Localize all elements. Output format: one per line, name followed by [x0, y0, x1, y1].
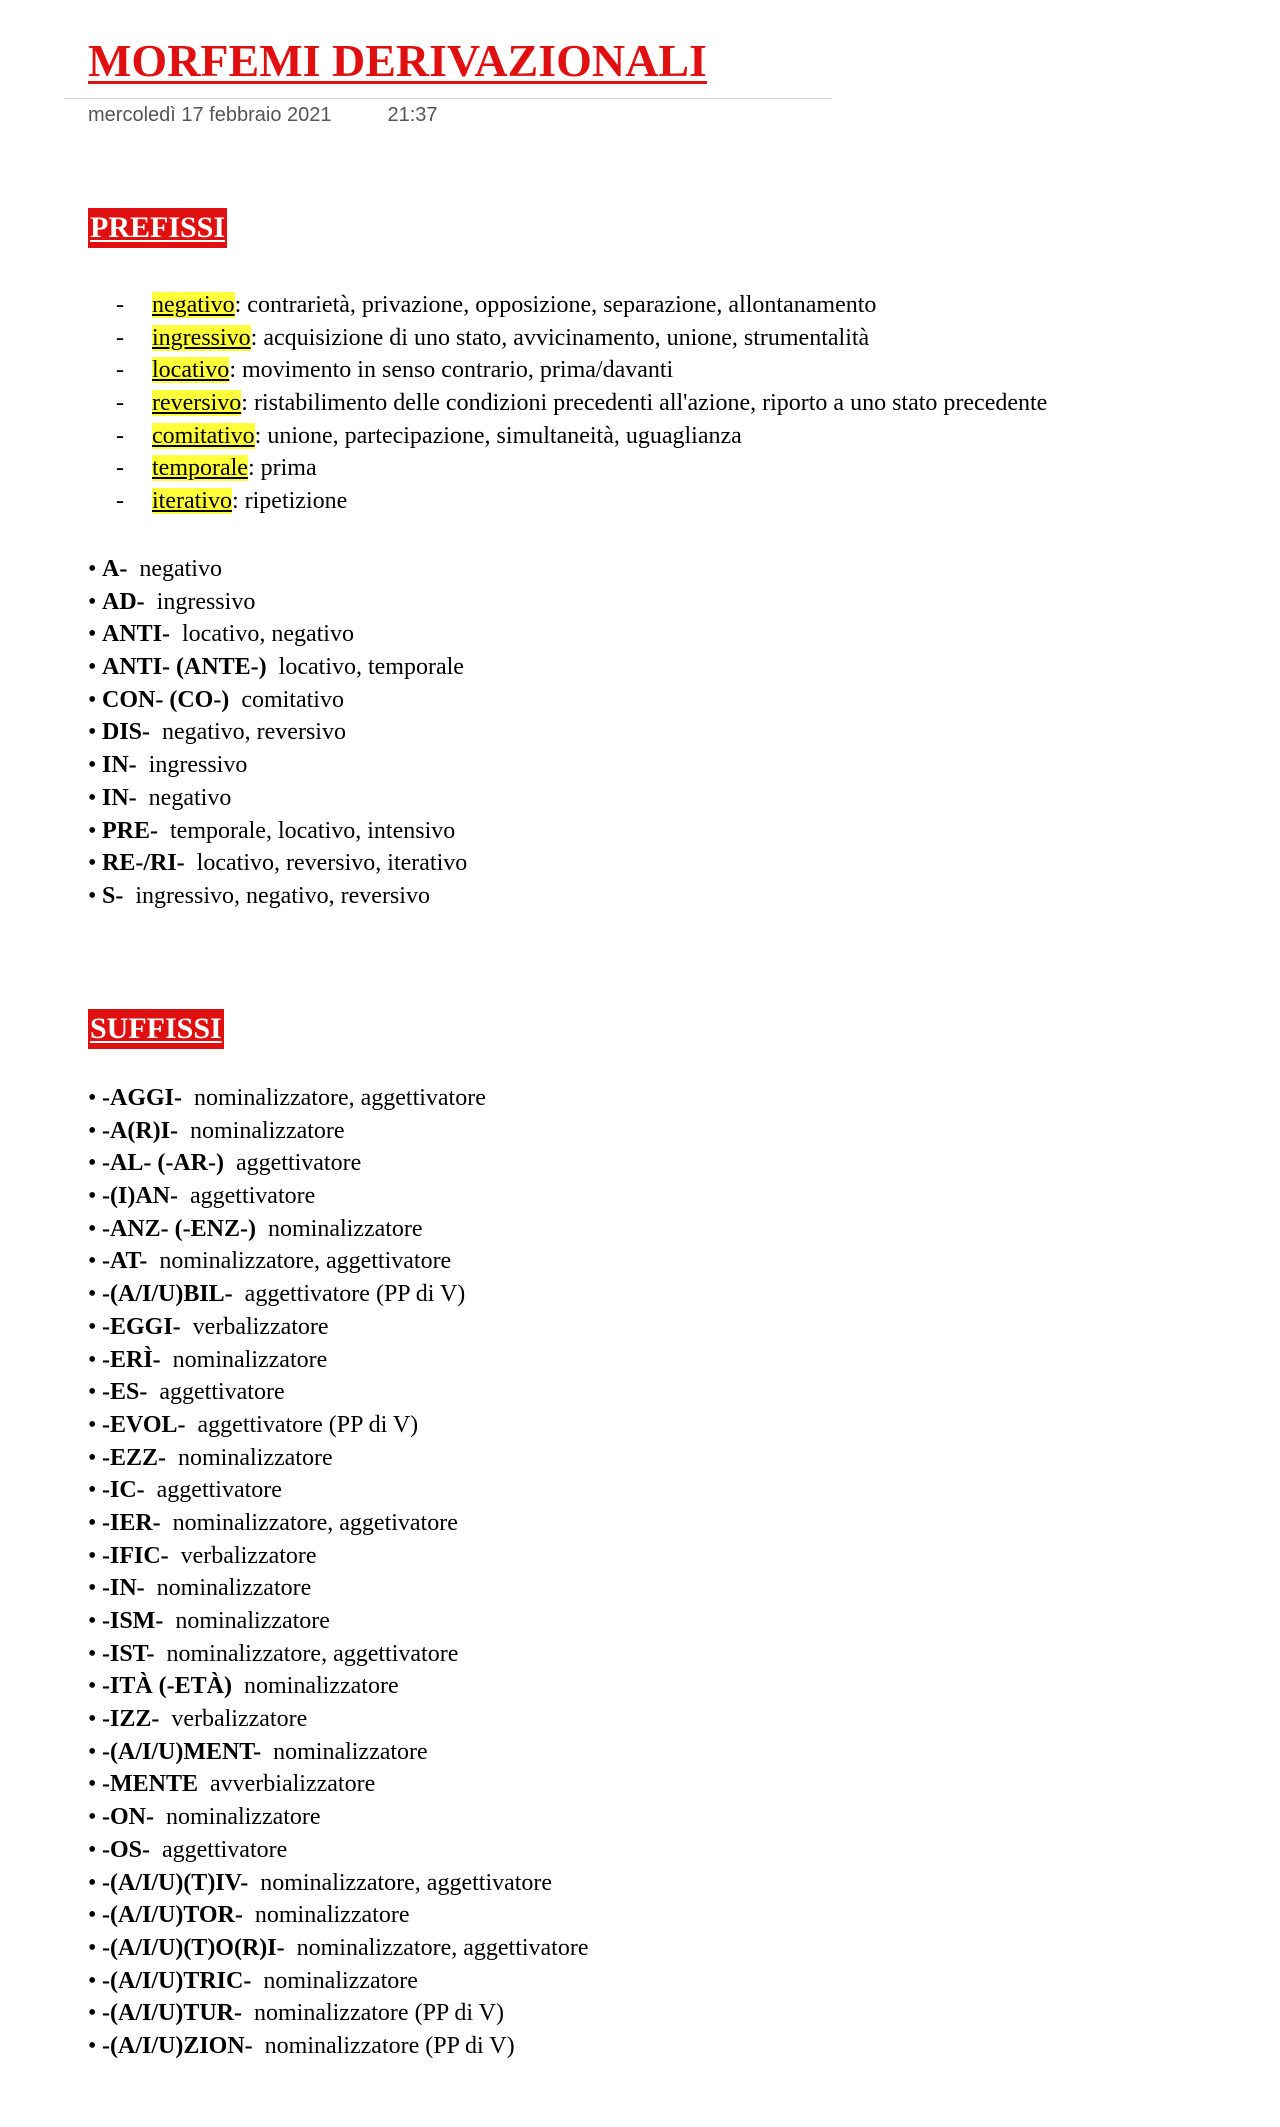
dash-marker: - [116, 455, 124, 482]
morpheme: -(A/I/U)TOR- [102, 1902, 243, 1929]
prefix-item [88, 782, 467, 815]
bullet-marker: • [88, 1706, 97, 1733]
category-item [116, 354, 1047, 387]
dash-marker: - [116, 357, 124, 384]
morpheme: -AL- (-AR-) [102, 1150, 224, 1177]
morpheme: ANTI- (ANTE-) [102, 654, 267, 681]
morpheme-function: negativo, reversivo [162, 719, 346, 746]
category-term: ingressivo [152, 324, 251, 351]
suffix-item [88, 1278, 589, 1311]
bullet-marker: • [88, 1738, 97, 1765]
bullet-marker: • [88, 1411, 97, 1438]
page-title: MORFEMI DERIVAZIONALI [88, 35, 707, 86]
morpheme-function: nominalizzatore, aggettivatore [166, 1640, 459, 1667]
suffix-item [88, 1540, 589, 1573]
morpheme: -ES- [102, 1379, 148, 1406]
suffix-item [88, 1376, 589, 1409]
morpheme: -ITÀ (-ETÀ) [102, 1673, 232, 1700]
bullet-marker: • [88, 1150, 97, 1177]
suffix-item [88, 1474, 589, 1507]
morpheme-function: nominalizzatore (PP di V) [264, 2032, 515, 2059]
morpheme: -IER- [102, 1509, 161, 1536]
prefix-item [88, 684, 467, 717]
category-term: iterativo [152, 488, 232, 515]
morpheme-function: negativo [148, 784, 232, 811]
title-divider [64, 98, 832, 99]
morpheme: -OS- [102, 1836, 150, 1863]
morpheme: -EVOL- [102, 1411, 186, 1438]
category-description: : acquisizione di uno stato, avvicinamento, unione, strumentalità [250, 324, 870, 351]
morpheme-function: aggettivatore [189, 1183, 316, 1210]
morpheme-function: nominalizzatore [178, 1444, 333, 1471]
category-description: : ripetizione [231, 488, 348, 515]
bullet-marker: • [88, 1117, 97, 1144]
suffix-item [88, 1213, 589, 1246]
category-description: : ristabilimento delle condizioni precedenti all'azione, riporto a uno stato precedente [241, 390, 1048, 417]
prefix-item [88, 618, 467, 651]
morpheme: -IN- [102, 1575, 145, 1602]
morpheme-function: nominalizzatore (PP di V) [253, 2000, 504, 2027]
morpheme: -MENTE [102, 1771, 198, 1798]
suffix-item [88, 1409, 589, 1442]
prefix-item [88, 749, 467, 782]
suffix-item [88, 1605, 589, 1638]
morpheme-function: aggettivatore [235, 1150, 362, 1177]
bullet-marker: • [88, 1836, 97, 1863]
bullet-marker: • [88, 1379, 97, 1406]
morpheme-function: nominalizzatore [165, 1804, 321, 1831]
morpheme: A- [102, 556, 128, 582]
suffix-item [88, 1245, 589, 1278]
morpheme-function: nominalizzatore [156, 1575, 312, 1602]
bullet-marker: • [88, 2032, 97, 2059]
bullet-marker: • [88, 1477, 97, 1504]
category-item [116, 289, 1047, 322]
suffix-item [88, 1082, 589, 1115]
morpheme-function: nominalizzatore [172, 1346, 328, 1373]
morpheme-function: nominalizzatore, aggettivatore [194, 1085, 486, 1111]
bullet-marker: • [88, 1673, 97, 1700]
prefix-item [88, 815, 467, 848]
morpheme-function: nominalizzatore [263, 1967, 418, 1994]
bullet-marker: • [88, 850, 97, 877]
morpheme-function: aggettivatore (PP di V) [244, 1281, 466, 1308]
bullet-marker: • [88, 1804, 97, 1831]
suffix-list [88, 1082, 589, 2063]
bullet-marker: • [88, 588, 97, 615]
morpheme: -IC- [102, 1477, 145, 1504]
suffix-item [88, 1507, 589, 1540]
bullet-marker: • [88, 1771, 97, 1798]
morpheme: IN- [102, 752, 137, 779]
bullet-marker: • [88, 1869, 97, 1896]
morpheme-function: nominalizzatore [273, 1738, 428, 1765]
bullet-marker: • [88, 2000, 97, 2027]
suffix-item [88, 1638, 589, 1671]
morpheme-function: comitativo [241, 686, 344, 713]
morpheme: -(A/I/U)TRIC- [102, 1967, 252, 1994]
category-term: temporale [152, 455, 248, 482]
suffix-item [88, 1670, 589, 1703]
suffix-item [88, 1997, 589, 2030]
dash-marker: - [116, 422, 124, 449]
morpheme-function: aggettivatore [156, 1477, 282, 1504]
morpheme-function: nominalizzatore, aggettivatore [260, 1869, 553, 1896]
morpheme: -AT- [102, 1248, 148, 1275]
category-description: : prima [247, 455, 317, 482]
morpheme: -AGGI- [102, 1085, 182, 1111]
category-term: reversivo [152, 390, 242, 417]
category-item [116, 485, 1047, 518]
morpheme: CON- (CO-) [102, 686, 230, 713]
morpheme: -(A/I/U)ZION- [102, 2032, 253, 2059]
morpheme: -(A/I/U)(T)O(R)I- [102, 1934, 285, 1961]
prefissi-heading: PREFISSI [88, 208, 227, 248]
dash-marker: - [116, 292, 124, 318]
morpheme-function: nominalizzatore, aggetivatore [172, 1509, 458, 1536]
morpheme: -IST- [102, 1640, 155, 1667]
suffix-item [88, 1180, 589, 1213]
morpheme: -(A/I/U)BIL- [102, 1281, 233, 1308]
morpheme-function: avverbializzatore [210, 1771, 376, 1798]
suffissi-heading: SUFFISSI [88, 1009, 224, 1049]
suffix-item [88, 1867, 589, 1900]
category-description: : unione, partecipazione, simultaneità, uguaglianza [254, 422, 742, 449]
bullet-marker: • [88, 1215, 97, 1242]
morpheme: -ERÌ- [102, 1346, 161, 1373]
category-term: negativo [152, 292, 235, 318]
morpheme-function: verbalizzatore [180, 1542, 317, 1569]
morpheme-function: nominalizzatore [267, 1215, 423, 1242]
prefix-item [88, 847, 467, 880]
morpheme: RE-/RI- [102, 850, 185, 877]
category-item [116, 452, 1047, 485]
bullet-marker: • [88, 1313, 97, 1340]
morpheme-function: nominalizzatore [189, 1117, 345, 1144]
morpheme: IN- [102, 784, 137, 811]
bullet-marker: • [88, 1281, 97, 1308]
morpheme-function: aggettivatore (PP di V) [197, 1411, 419, 1438]
morpheme: -IZZ- [102, 1706, 160, 1733]
bullet-marker: • [88, 1934, 97, 1961]
prefix-item [88, 586, 467, 619]
morpheme-function: ingressivo [156, 588, 256, 615]
dash-marker: - [116, 324, 124, 351]
morpheme: DIS- [102, 719, 151, 746]
bullet-marker: • [88, 1509, 97, 1536]
morpheme-function: temporale, locativo, intensivo [170, 817, 456, 844]
morpheme-function: locativo, negativo [182, 621, 354, 648]
category-item [116, 420, 1047, 453]
suffix-item [88, 1899, 589, 1932]
morpheme-function: negativo [139, 556, 222, 582]
category-description: : contrarietà, privazione, opposizione, separazione, allontanamento [234, 292, 877, 318]
bullet-marker: • [88, 556, 97, 582]
bullet-marker: • [88, 1183, 97, 1210]
morpheme: PRE- [102, 817, 158, 844]
morpheme: -ON- [102, 1804, 154, 1831]
suffix-item [88, 1768, 589, 1801]
suffix-item [88, 1572, 589, 1605]
suffix-item [88, 1834, 589, 1867]
bullet-marker: • [88, 1444, 97, 1471]
bullet-marker: • [88, 654, 97, 681]
suffix-item [88, 1311, 589, 1344]
category-item [116, 387, 1047, 420]
morpheme-function: locativo, temporale [278, 654, 464, 681]
morpheme: -(A/I/U)TUR- [102, 2000, 242, 2027]
prefix-item [88, 553, 467, 586]
morpheme: -IFIC- [102, 1542, 169, 1569]
bullet-marker: • [88, 1248, 97, 1275]
category-description: : movimento in senso contrario, prima/davanti [229, 357, 674, 384]
category-item [116, 322, 1047, 355]
suffix-item [88, 1147, 589, 1180]
morpheme: -EGGI- [102, 1313, 181, 1340]
morpheme: -ISM- [102, 1608, 164, 1634]
morpheme-function: aggettivatore [159, 1379, 285, 1406]
note-date: mercoledì 17 febbraio 2021 [88, 104, 332, 126]
morpheme-function: nominalizzatore, aggettivatore [159, 1248, 452, 1275]
bullet-marker: • [88, 1085, 97, 1111]
prefix-list [88, 553, 467, 913]
suffix-item [88, 1703, 589, 1736]
morpheme: ANTI- [102, 621, 171, 648]
prefix-item [88, 716, 467, 749]
morpheme-function: aggettivatore [162, 1836, 288, 1863]
dash-marker: - [116, 390, 124, 417]
bullet-marker: • [88, 1575, 97, 1602]
dash-marker: - [116, 488, 124, 515]
morpheme-function: locativo, reversivo, iterativo [196, 850, 468, 877]
morpheme-function: nominalizzatore [244, 1673, 399, 1700]
morpheme: S- [102, 882, 124, 909]
bullet-marker: • [88, 686, 97, 713]
morpheme: -EZZ- [102, 1444, 167, 1471]
morpheme-function: verbalizzatore [171, 1706, 308, 1733]
bullet-marker: • [88, 817, 97, 844]
suffix-item [88, 2030, 589, 2063]
bullet-marker: • [88, 1640, 97, 1667]
bullet-marker: • [88, 752, 97, 779]
morpheme-function: nominalizzatore [175, 1608, 330, 1634]
morpheme-function: verbalizzatore [192, 1313, 329, 1340]
bullet-marker: • [88, 1902, 97, 1929]
suffix-item [88, 1344, 589, 1377]
bullet-marker: • [88, 621, 97, 648]
morpheme: -ANZ- (-ENZ-) [102, 1215, 256, 1242]
note-timestamp [88, 104, 438, 127]
suffix-item [88, 1801, 589, 1834]
morpheme: -(A/I/U)MENT- [102, 1738, 262, 1765]
bullet-marker: • [88, 1608, 97, 1634]
bullet-marker: • [88, 784, 97, 811]
bullet-marker: • [88, 1542, 97, 1569]
suffix-item [88, 1736, 589, 1769]
category-term: locativo [152, 357, 230, 384]
suffix-item [88, 1965, 589, 1998]
prefix-item [88, 651, 467, 684]
bullet-marker: • [88, 1967, 97, 1994]
morpheme-function: nominalizzatore, aggettivatore [296, 1934, 589, 1961]
suffix-item [88, 1932, 589, 1965]
morpheme-function: ingressivo, negativo, reversivo [135, 882, 430, 909]
morpheme: -A(R)I- [102, 1117, 178, 1144]
morpheme: AD- [102, 588, 145, 615]
morpheme: -(A/I/U)(T)IV- [102, 1869, 249, 1896]
suffix-item [88, 1442, 589, 1475]
morpheme-function: ingressivo [148, 752, 248, 779]
note-time: 21:37 [387, 104, 438, 126]
suffix-item [88, 1115, 589, 1148]
prefix-category-list [116, 289, 1047, 518]
bullet-marker: • [88, 719, 97, 746]
bullet-marker: • [88, 1346, 97, 1373]
prefix-item [88, 880, 467, 913]
morpheme: -(I)AN- [102, 1183, 178, 1210]
morpheme-function: nominalizzatore [254, 1902, 410, 1929]
category-term: comitativo [152, 422, 255, 449]
bullet-marker: • [88, 882, 97, 909]
